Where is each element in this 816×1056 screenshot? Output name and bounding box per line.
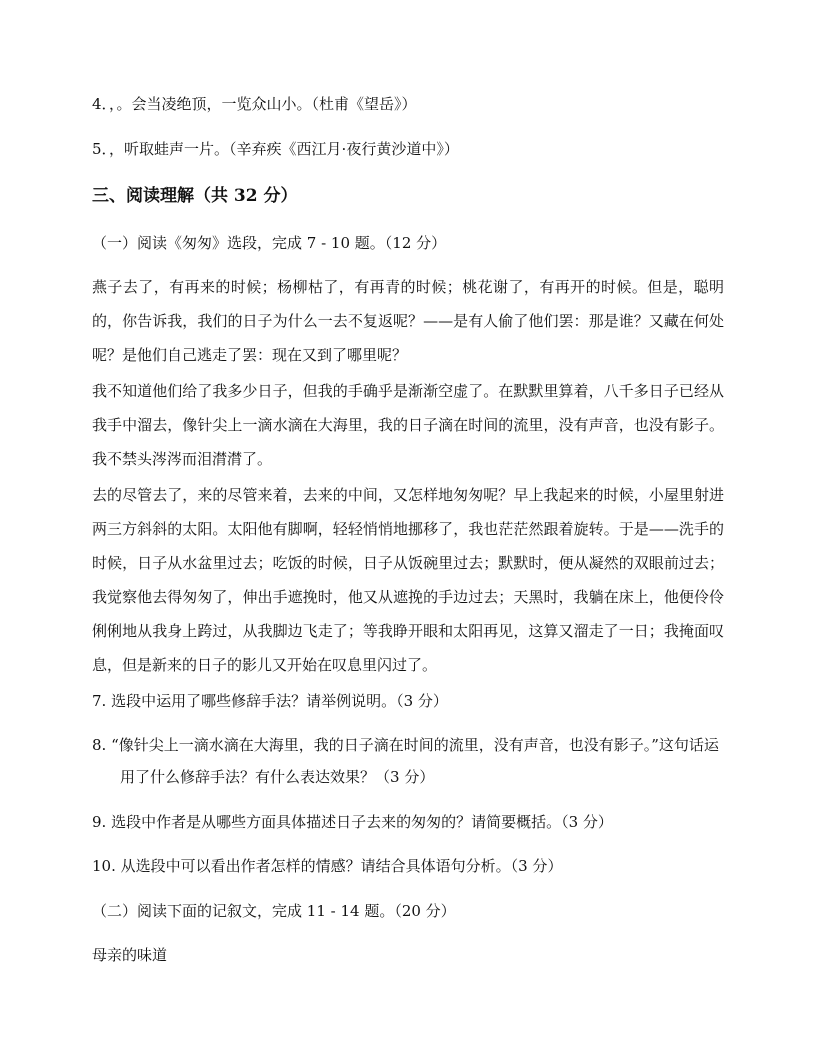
question-8: 8. “像针尖上一滴水滴在大海里，我的日子滴在时间的流里，没有声音，也没有影子。”这句话运用了什么修辞手法？有什么表达效果？（3 分）: [92, 736, 719, 786]
passage-paragraph-2: 我不知道他们给了我多少日子，但我的手确乎是渐渐空虚了。在默默里算着，八千多日子已经从我手中溜去，像针尖上一滴水滴在大海里，我的日子滴在时间的流里，没有声音，也没有影子。我不禁头涔涔而泪潸潸了。: [92, 382, 724, 468]
section-3-heading: 三、阅读理解（共 32 分）: [92, 186, 298, 206]
article-title: 母亲的味道: [92, 946, 168, 964]
part-1-intro: （一）阅读《匆匆》选段，完成 7 - 10 题。（12 分）: [92, 234, 447, 252]
passage-paragraph-1: 燕子去了，有再来的时候；杨柳枯了，有再青的时候；桃花谢了，有再开的时候。但是，聪明的，你告诉我，我们的日子为什么一去不复返呢？——是有人偷了他们罢：那是谁？又藏在何处呢？是他们自己逃走了罢：现在又到了哪里呢？: [92, 278, 724, 364]
question-10: 10. 从选段中可以看出作者怎样的情感？请结合具体语句分析。（3 分）: [92, 857, 563, 875]
passage-paragraph-3: 去的尽管去了，来的尽管来着，去来的中间，又怎样地匆匆呢？早上我起来的时候，小屋里射进两三方斜斜的太阳。太阳他有脚啊，轻轻悄悄地挪移了，我也茫茫然跟着旋转。于是——洗手的时候，日子从水盆里过去；吃饭的时候，日子从饭碗里过去；默默时，便从凝然的双眼前过去；我觉察他去得匆匆了，伸出手遮挽时，他又从遮挽的手边过去；天黑时，我躺在床上，他便伶伶俐俐地从我身上跨过，从我脚边飞走了；等我睁开眼和太阳再见，这算又溜走了一日；我掩面叹息，但是新来的日子的影儿又开始在叹息里闪过了。: [92, 486, 724, 674]
question-9: 9. 选段中作者是从哪些方面具体描述日子去来的匆匆的？请简要概括。（3 分）: [92, 813, 613, 831]
question-4-line: 4．，。会当凌绝顶，一览众山小。（杜甫《望岳》）: [92, 95, 417, 113]
part-2-intro: （二）阅读下面的记叙文，完成 11 - 14 题。（20 分）: [92, 902, 456, 920]
question-7: 7. 选段中运用了哪些修辞手法？请举例说明。（3 分）: [92, 692, 448, 710]
question-5-line: 5．，听取蛙声一片。（辛弃疾《西江月·夜行黄沙道中》）: [92, 140, 459, 158]
